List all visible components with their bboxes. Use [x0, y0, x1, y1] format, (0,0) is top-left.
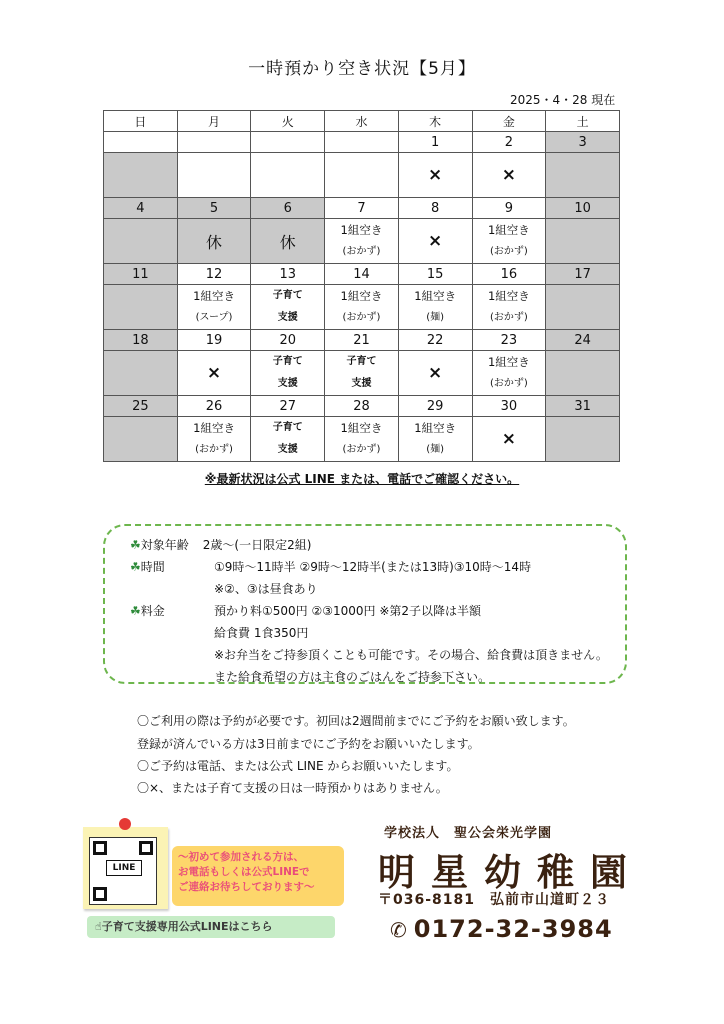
- date-number: 5: [177, 198, 251, 219]
- availability-cell: [251, 219, 325, 264]
- date-number: 14: [325, 264, 399, 285]
- date-number: 4: [104, 198, 178, 219]
- status-detail: 支援: [277, 444, 298, 455]
- fee-row: [130, 602, 165, 619]
- date-number: 11: [104, 264, 178, 285]
- promo-line: ～初めて参加される方は、: [178, 851, 304, 863]
- availability-row: [104, 351, 620, 396]
- weekday-header: 火: [251, 111, 325, 132]
- instruction-3: 〇ご予約は電話、または公式 LINE からお願いいたします。: [137, 759, 459, 773]
- instruction-4: 〇×、または子育て支援の日は一時預かりはありません。: [137, 781, 448, 795]
- weekday-header: 水: [325, 111, 399, 132]
- age-label: 対象年齢: [140, 538, 189, 552]
- closed-mark: 休: [279, 232, 296, 252]
- status-detail: (おかず): [489, 312, 528, 323]
- phone-number-text: 0172-32-3984: [413, 915, 613, 943]
- date-number-row: [104, 198, 620, 219]
- time-note: ※②、③は昼食あり: [214, 582, 318, 596]
- weekday-header: 木: [398, 111, 472, 132]
- availability-status: [399, 417, 472, 461]
- latest-status-note-text: ※最新状況は公式 LINE または、電話でご確認ください。: [204, 472, 520, 486]
- availability-cell: [325, 285, 399, 330]
- date-number: 8: [398, 198, 472, 219]
- availability-cell: [398, 417, 472, 462]
- phone-number[interactable]: [390, 915, 613, 943]
- availability-calendar: [103, 110, 620, 462]
- organization-name: 学校法人 聖公会栄光学園: [384, 826, 553, 841]
- status-main: 1組空き: [487, 355, 530, 369]
- clover-icon: ☘: [130, 538, 141, 552]
- weekday-header: 月: [177, 111, 251, 132]
- line-support-label: 子育て支援専用公式LINEはこちら: [101, 920, 273, 933]
- weekday-header: 金: [472, 111, 546, 132]
- date-number: [325, 132, 399, 153]
- availability-cell: [325, 153, 399, 198]
- availability-cell: [546, 219, 620, 264]
- availability-cell: [177, 153, 251, 198]
- date-number: [104, 132, 178, 153]
- age-value: 2歳～(一日限定2組): [202, 538, 312, 552]
- availability-cell: [472, 417, 546, 462]
- date-number: 17: [546, 264, 620, 285]
- promo-message: [172, 846, 344, 906]
- promo-line: お電話もしくは公式LINEで: [178, 866, 310, 878]
- availability-status: [325, 285, 398, 329]
- clover-icon: ☘: [130, 560, 141, 574]
- status-main: 子育て: [346, 356, 377, 367]
- pushpin-icon: [119, 818, 131, 830]
- date-number: 20: [251, 330, 325, 351]
- availability-status: [251, 285, 324, 329]
- availability-cell: [251, 153, 325, 198]
- availability-cell: [398, 351, 472, 396]
- status-main: 子育て: [272, 356, 303, 367]
- status-detail: 支援: [351, 378, 372, 389]
- status-main: 1組空き: [414, 421, 457, 435]
- school-name: 明星幼稚園: [378, 850, 643, 894]
- availability-cell: [104, 351, 178, 396]
- availability-status: [251, 351, 324, 395]
- status-detail: (おかず): [342, 246, 381, 257]
- address: 〒036-8181 弘前市山道町２３: [378, 892, 610, 908]
- date-number: 13: [251, 264, 325, 285]
- availability-cell: [398, 219, 472, 264]
- date-number: 22: [398, 330, 472, 351]
- date-number: 25: [104, 396, 178, 417]
- date-number: 3: [546, 132, 620, 153]
- date-number: 31: [546, 396, 620, 417]
- date-number: 2: [472, 132, 546, 153]
- weekday-header: 日: [104, 111, 178, 132]
- age-row: [130, 536, 311, 553]
- availability-cell: [472, 285, 546, 330]
- qr-finder: [93, 841, 107, 855]
- date-number: 19: [177, 330, 251, 351]
- status-detail: 支援: [277, 312, 298, 323]
- clover-icon: ☘: [130, 604, 141, 618]
- date-number-row: [104, 264, 620, 285]
- date-number: 9: [472, 198, 546, 219]
- status-detail: (スープ): [195, 312, 233, 323]
- availability-cell: [472, 153, 546, 198]
- qr-finder: [139, 841, 153, 855]
- as-of-date: 2025・4・28 現在: [510, 93, 616, 107]
- availability-cell: [546, 351, 620, 396]
- availability-cell: [104, 153, 178, 198]
- availability-cell: [546, 417, 620, 462]
- date-number: 12: [177, 264, 251, 285]
- status-main: 子育て: [272, 422, 303, 433]
- availability-status: [325, 219, 398, 263]
- availability-cell: [325, 219, 399, 264]
- unavailable-mark: ×: [501, 165, 516, 185]
- instruction-2: 登録が済んでいる方は3日前までにご予約をお願いいたします。: [137, 737, 480, 751]
- date-number: 28: [325, 396, 399, 417]
- unavailable-mark: ×: [206, 363, 222, 383]
- phone-icon: ✆: [390, 918, 408, 942]
- qr-finder: [93, 887, 107, 901]
- availability-cell: [177, 351, 251, 396]
- status-detail: (おかず): [342, 312, 381, 323]
- status-main: 1組空き: [193, 421, 235, 435]
- date-number: 15: [398, 264, 472, 285]
- date-number: 1: [398, 132, 472, 153]
- availability-cell: [104, 219, 178, 264]
- bento-note-2: また給食希望の方は主食のごはんをご持参下さい。: [214, 670, 491, 684]
- availability-row: [104, 417, 620, 462]
- qr-card: [83, 827, 168, 909]
- pointing-hand-icon: ☝: [95, 920, 102, 933]
- availability-status: [473, 219, 546, 263]
- availability-cell: [472, 219, 546, 264]
- page-title: 一時預かり空き状況【5月】: [248, 59, 476, 79]
- availability-cell: [251, 285, 325, 330]
- status-detail: (おかず): [489, 246, 528, 257]
- availability-cell: [325, 351, 399, 396]
- availability-status: [325, 351, 398, 395]
- date-number: [177, 132, 251, 153]
- availability-row: [104, 285, 620, 330]
- availability-cell: [251, 351, 325, 396]
- unavailable-mark: ×: [428, 165, 443, 185]
- unavailable-mark: ×: [428, 231, 443, 251]
- fee-label: 料金: [140, 604, 165, 618]
- unavailable-mark: ×: [428, 363, 443, 383]
- date-number: [251, 132, 325, 153]
- date-number: 18: [104, 330, 178, 351]
- date-number: 26: [177, 396, 251, 417]
- bento-note-1: ※お弁当をご持参頂くことも可能です。その場合、給食費は頂きません。: [214, 648, 608, 662]
- availability-row: [104, 153, 620, 198]
- availability-status: [178, 417, 251, 461]
- availability-status: [325, 417, 398, 461]
- status-detail: 支援: [277, 378, 298, 389]
- date-number: 6: [251, 198, 325, 219]
- instruction-1: 〇ご利用の際は予約が必要です。初回は2週間前までにご予約をお願い致します。: [137, 714, 575, 728]
- availability-cell: [104, 417, 178, 462]
- closed-mark: 休: [206, 232, 223, 252]
- latest-status-note: [0, 470, 724, 487]
- meal-fee: 給食費 1食350円: [214, 626, 309, 640]
- date-number: 27: [251, 396, 325, 417]
- status-main: 1組空き: [193, 289, 235, 303]
- time-row: [130, 558, 165, 575]
- availability-cell: [177, 219, 251, 264]
- weekday-header: 土: [546, 111, 620, 132]
- availability-cell: [546, 285, 620, 330]
- availability-cell: [398, 153, 472, 198]
- date-number: 7: [325, 198, 399, 219]
- weekday-header-row: [104, 111, 620, 132]
- time-value: ①9時～11時半 ②9時～12時半(または13時)③10時～14時: [214, 560, 532, 574]
- availability-cell: [472, 351, 546, 396]
- availability-status: [473, 285, 546, 329]
- availability-cell: [177, 285, 251, 330]
- availability-status: [473, 351, 546, 395]
- status-detail: (おかず): [195, 444, 233, 455]
- availability-row: [104, 219, 620, 264]
- availability-cell: [177, 417, 251, 462]
- status-main: 1組空き: [487, 223, 530, 237]
- status-detail: (おかず): [489, 378, 528, 389]
- date-number-row: [104, 132, 620, 153]
- availability-cell: [251, 417, 325, 462]
- status-main: 子育て: [272, 290, 303, 301]
- unavailable-mark: ×: [501, 429, 516, 449]
- availability-status: [399, 285, 472, 329]
- date-number: 29: [398, 396, 472, 417]
- status-main: 1組空き: [340, 289, 383, 303]
- status-main: 1組空き: [414, 289, 457, 303]
- line-support-button[interactable]: [87, 916, 335, 938]
- date-number: 21: [325, 330, 399, 351]
- line-qr-code[interactable]: [89, 837, 157, 905]
- availability-cell: [104, 285, 178, 330]
- status-detail: (おかず): [342, 444, 381, 455]
- status-main: 1組空き: [487, 289, 530, 303]
- date-number: 30: [472, 396, 546, 417]
- availability-status: [178, 285, 251, 329]
- time-label: 時間: [140, 560, 165, 574]
- date-number: 24: [546, 330, 620, 351]
- date-number: 23: [472, 330, 546, 351]
- date-number-row: [104, 396, 620, 417]
- promo-line: ご連絡お待ちしております～: [178, 881, 315, 893]
- date-number-row: [104, 330, 620, 351]
- availability-cell: [398, 285, 472, 330]
- status-detail: (麺): [426, 444, 445, 455]
- availability-cell: [546, 153, 620, 198]
- qr-line-label: LINE: [106, 860, 142, 876]
- date-number: 16: [472, 264, 546, 285]
- fee-value: 預かり料①500円 ②③1000円 ※第2子以降は半額: [214, 604, 482, 618]
- availability-status: [251, 417, 324, 461]
- status-main: 1組空き: [340, 223, 383, 237]
- status-main: 1組空き: [340, 421, 383, 435]
- date-number: 10: [546, 198, 620, 219]
- status-detail: (麺): [426, 312, 445, 323]
- availability-cell: [325, 417, 399, 462]
